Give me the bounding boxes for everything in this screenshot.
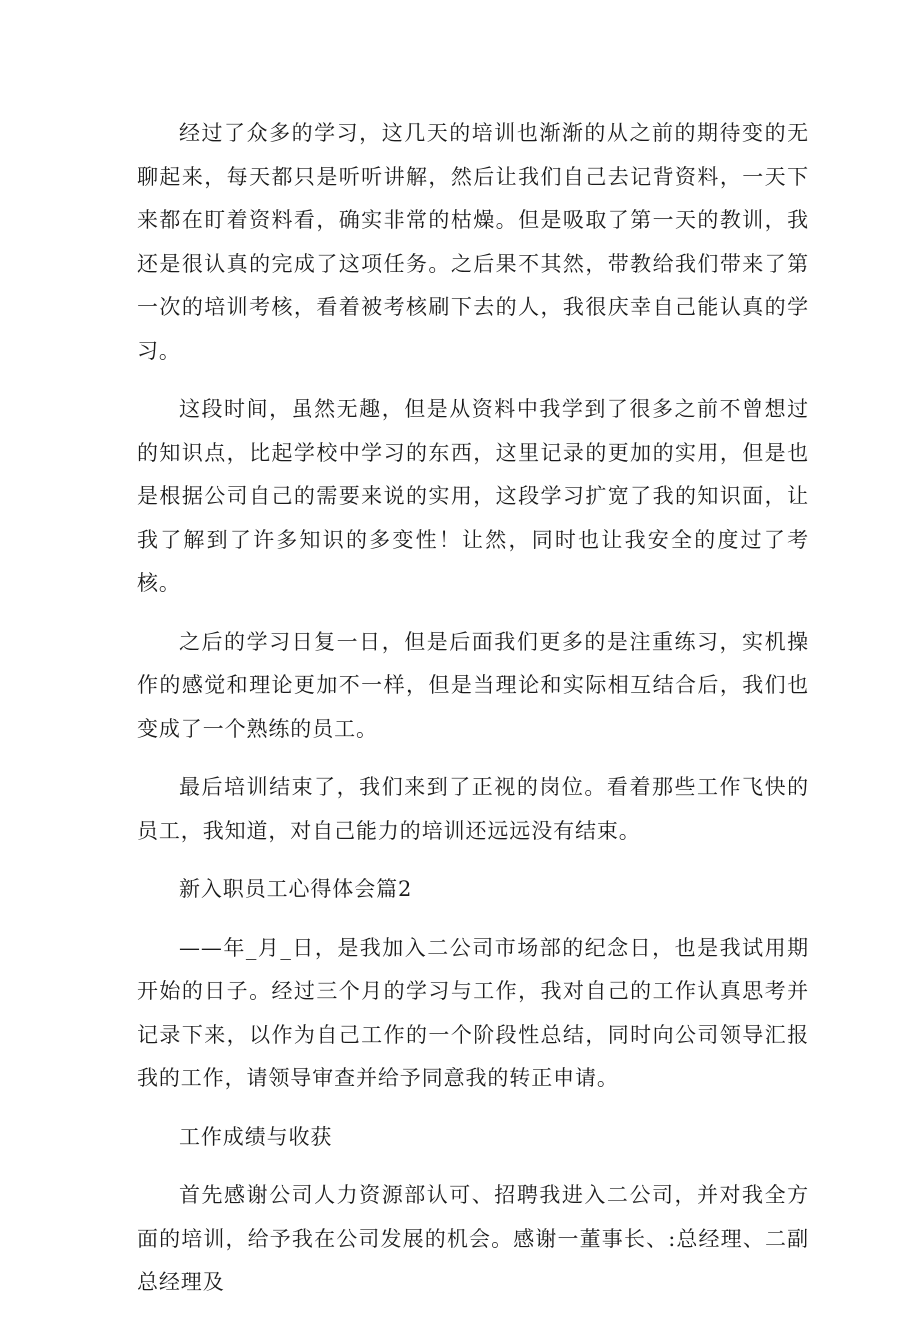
document-body bbox=[137, 112, 809, 1320]
paragraph-3: 之后的学习日复一日，但是后面我们更多的是注重练习，实机操作的感觉和理论更加不一样，但是当理论和实际相互结合后，我们也变成了一个熟练的员工。 bbox=[137, 629, 809, 741]
paragraph-1: 经过了众多的学习，这几天的培训也渐渐的从之前的期待变的无聊起来，每天都只是听听讲解，然后让我们自己去记背资料，一天下来都在盯着资料看，确实非常的枯燥。但是吸取了第一天的教训，我还是很认真的完成了这项任务。之后果不其然，带教给我们带来了第一次的培训考核，看着被考核刷下去的人，我很庆幸自己能认真的学习。 bbox=[137, 121, 809, 363]
section-title: 新入职员工心得体会篇2 bbox=[179, 877, 413, 901]
paragraph-5: ——年_月_日，是我加入二公司市场部的纪念日，也是我试用期开始的日子。经过三个月的学习与工作，我对自己的工作认真思考并记录下来，以作为自己工作的一个阶段性总结，同时向公司领导汇报我的工作，请领导审查并给予同意我的转正申请。 bbox=[137, 935, 809, 1090]
paragraph-4: 最后培训结束了，我们来到了正视的岗位。看着那些工作飞快的员工，我知道，对自己能力的培训还远远没有结束。 bbox=[137, 775, 809, 843]
subsection-title: 工作成绩与收获 bbox=[179, 1124, 333, 1149]
paragraph-2: 这段时间，虽然无趣，但是从资料中我学到了很多之前不曾想过的知识点，比起学校中学习的东西，这里记录的更加的实用，但是也是根据公司自己的需要来说的实用，这段学习扩宽了我的知识面，让我了解到了许多知识的多变性！让然，同时也让我安全的度过了考核。 bbox=[137, 397, 809, 595]
paragraph-6: 首先感谢公司人力资源部认可、招聘我进入二公司，并对我全方面的培训，给予我在公司发展的机会。感谢一董事长、:总经理、二副总经理及 bbox=[137, 1183, 809, 1294]
